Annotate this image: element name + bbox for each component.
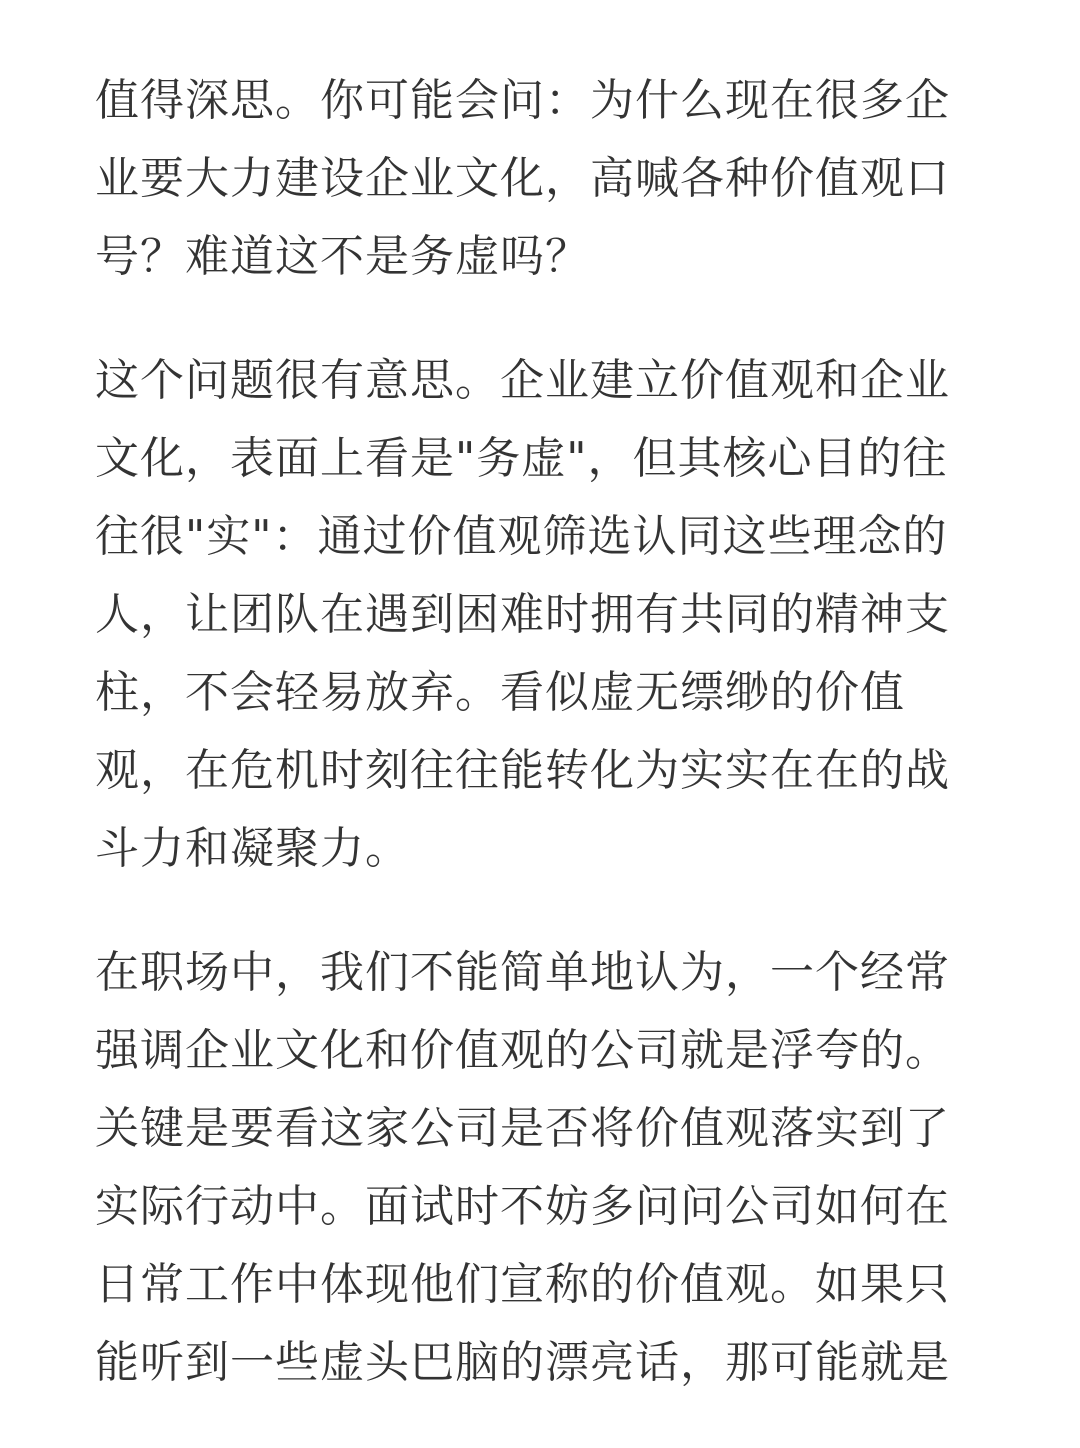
text-line: 值得深思。你可能会问：为什么现在很多企: [95, 75, 950, 126]
text-line: 斗力和凝聚力。: [95, 823, 410, 874]
text-line: 柱，不会轻易放弃。看似虚无缥缈的价值: [95, 667, 905, 718]
text-line: 关键是要看这家公司是否将价值观落实到了: [95, 1103, 950, 1154]
text-line: 人，让团队在遇到困难时拥有共同的精神支: [95, 589, 950, 640]
text-line: 业要大力建设企业文化，高喊各种价值观口: [95, 153, 950, 204]
paragraph-2: [95, 342, 995, 888]
text-line: 日常工作中体现他们宣称的价值观。如果只: [95, 1259, 950, 1310]
text-line: 这个问题很有意思。企业建立价值观和企业: [95, 355, 950, 406]
paragraph-1: [95, 62, 995, 296]
text-line: 能听到一些虚头巴脑的漂亮话，那可能就是: [95, 1337, 950, 1388]
text-line: 文化，表面上看是"务虚"，但其核心目的往: [95, 433, 948, 484]
text-line: 往很"实"：通过价值观筛选认同这些理念的: [95, 511, 948, 562]
text-line: 强调企业文化和价值观的公司就是浮夸的。: [95, 1025, 950, 1076]
paragraph-3: [95, 934, 995, 1402]
text-line: 观，在危机时刻往往能转化为实实在在的战: [95, 745, 950, 796]
text-line: 在职场中，我们不能简单地认为，一个经常: [95, 947, 950, 998]
text-line: 号？难道这不是务虚吗？: [95, 231, 590, 282]
text-line: 实际行动中。面试时不妨多问问公司如何在: [95, 1181, 950, 1232]
article-body: [95, 62, 995, 1448]
